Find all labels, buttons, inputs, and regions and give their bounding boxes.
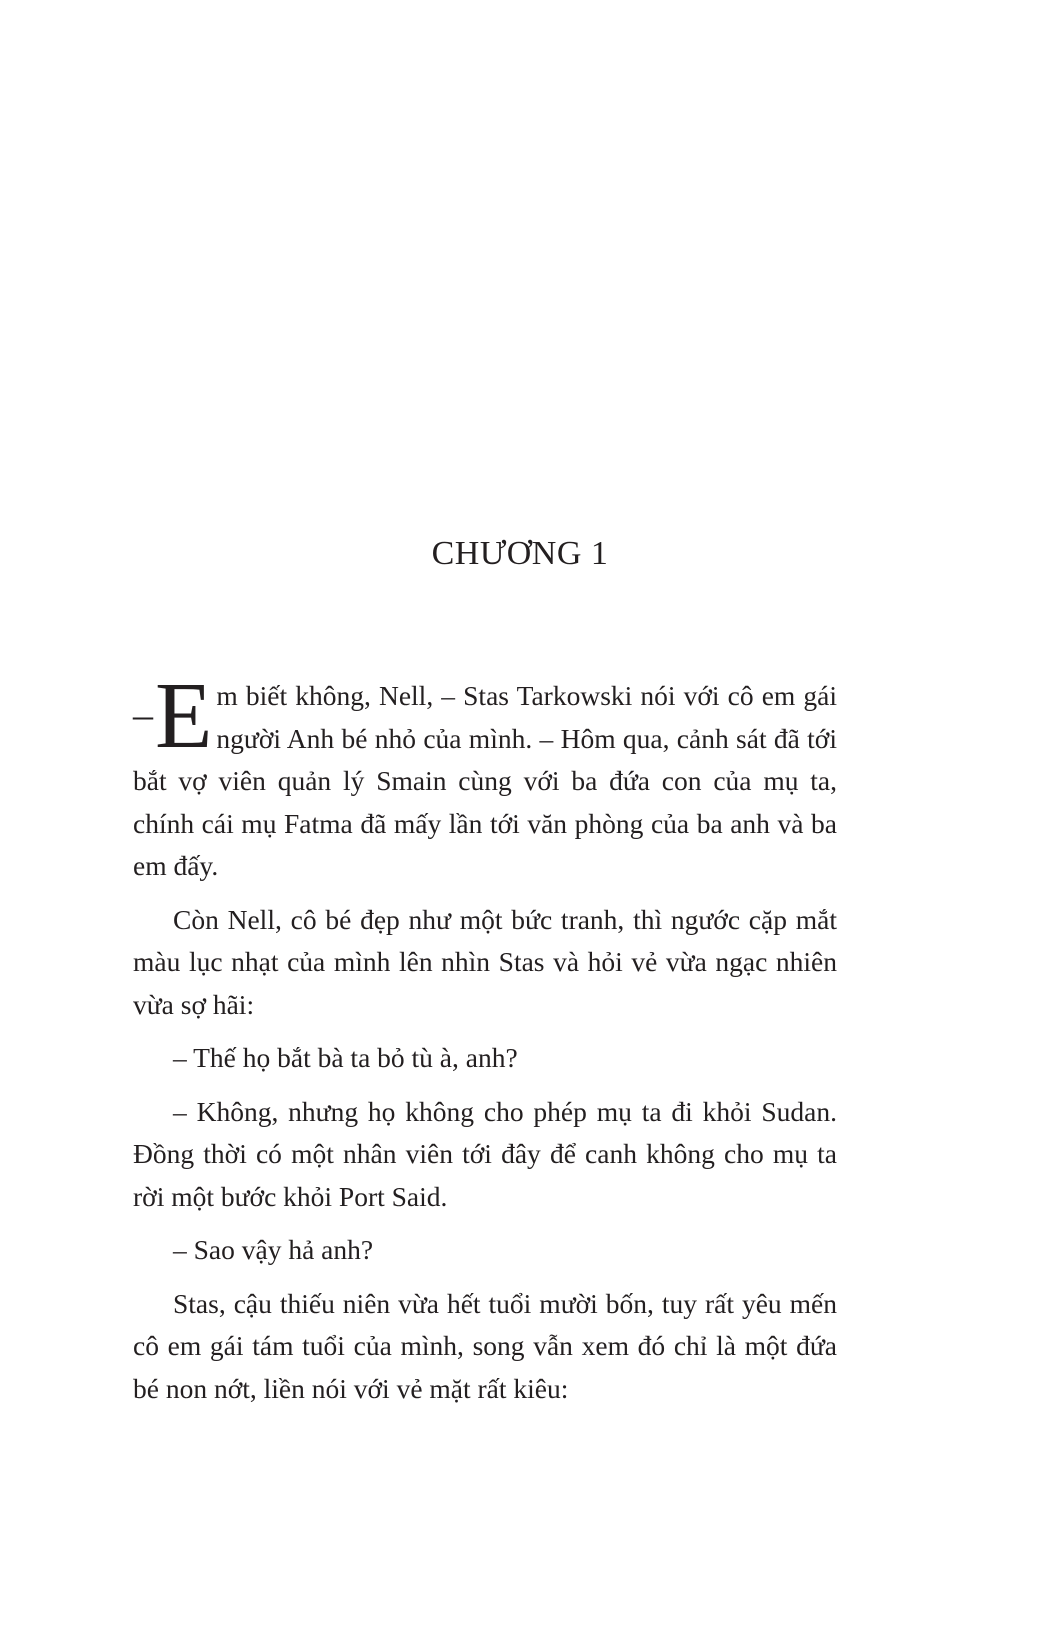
chapter-title: CHƯƠNG 1 xyxy=(431,535,609,572)
paragraph-5: – Sao vậy hả anh? xyxy=(173,1234,374,1265)
paragraph-4: – Không, nhưng họ không cho phép mụ ta đi khỏi Sudan. Đồng thời có một nhân viên tới đây để canh không cho mụ ta rời một bước khỏi Port Said. xyxy=(133,1095,837,1212)
drop-cap-dash: – xyxy=(133,692,153,737)
paragraph-6: Stas, cậu thiếu niên vừa hết tuổi mười bốn, tuy rất yêu mến cô em gái tám tuổi của mình, song vẫn xem đó chỉ là một đứa bé non nớt, liền nói với vẻ mặt rất kiêu: xyxy=(133,1287,837,1404)
paragraph-1-text: m biết không, Nell, – Stas Tarkowski nói với cô em gái người Anh bé nhỏ của mình. – Hôm qua, cảnh sát đã tới bắt vợ viên quản lý Smain cùng với ba đứa con của mụ ta, chính cái mụ Fatma đã mấy lần tới văn phòng của ba anh và ba em đấy. xyxy=(133,680,837,881)
paragraph-2: Còn Nell, cô bé đẹp như một bức tranh, thì ngước cặp mắt màu lục nhạt của mình lên nhìn Stas và hỏi vẻ vừa ngạc nhiên vừa sợ hãi: xyxy=(133,903,837,1020)
paragraph-3: – Thế họ bắt bà ta bỏ tù à, anh? xyxy=(173,1042,518,1073)
drop-cap-letter: E xyxy=(155,664,213,768)
paragraph-1 xyxy=(133,664,837,888)
drop-cap xyxy=(133,664,213,768)
chapter-body xyxy=(133,664,837,1421)
